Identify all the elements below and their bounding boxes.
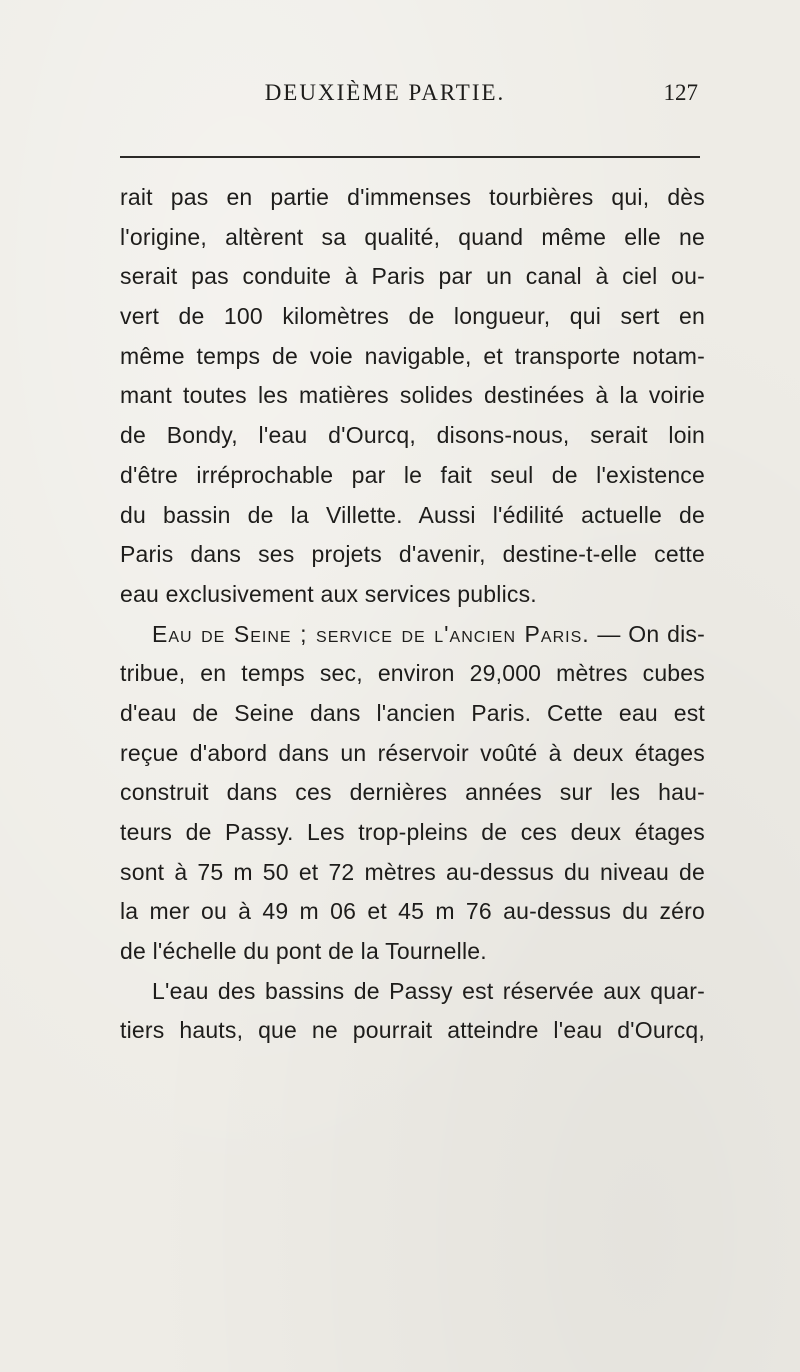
- body-text: [120, 178, 705, 1051]
- section-heading-line: [120, 615, 705, 655]
- text-line: Paris dans ses projets d'avenir, destine-t-elle cette: [120, 541, 705, 568]
- text-line: vert de 100 kilomètres de longueur, qui sert en: [120, 303, 705, 330]
- text-line: eau exclusivement aux services publics.: [120, 580, 537, 607]
- text-line: de l'échelle du pont de la Tournelle.: [120, 938, 487, 965]
- text-line: rait pas en partie d'immenses tourbières qui, dès: [120, 184, 705, 210]
- section-heading: Eau de Seine ; service de l'ancien Paris.: [152, 620, 590, 647]
- text-line: sont à 75 m 50 et 72 mètres au-dessus du niveau de: [120, 858, 705, 885]
- text-line: l'origine, altèrent sa qualité, quand même elle ne: [120, 223, 705, 250]
- text-line: tiers hauts, que ne pourrait atteindre l'eau d'Ourcq,: [120, 1017, 705, 1044]
- text-line: serait pas conduite à Paris par un canal à ciel ou-: [120, 263, 705, 290]
- section-heading-continuation: — On dis-: [589, 620, 705, 647]
- text-line: même temps de voie navigable, et transporte notam-: [120, 342, 705, 369]
- running-head: [0, 80, 800, 120]
- text-line: la mer ou à 49 m 06 et 45 m 76 au-dessus du zéro: [120, 898, 705, 925]
- text-line: d'eau de Seine dans l'ancien Paris. Cette eau est: [120, 699, 705, 726]
- page-number: 127: [663, 80, 698, 105]
- text-line: mant toutes les matières solides destinées à la voirie: [120, 382, 705, 409]
- header-rule: [120, 156, 700, 158]
- text-line: construit dans ces dernières années sur les hau-: [120, 779, 705, 806]
- text-line: L'eau des bassins de Passy est réservée aux quar-: [152, 977, 705, 1004]
- text-line: reçue d'abord dans un réservoir voûté à deux étages: [120, 739, 705, 766]
- text-line: du bassin de la Villette. Aussi l'édilité actuelle de: [120, 501, 705, 528]
- text-line: tribue, en temps sec, environ 29,000 mètres cubes: [120, 660, 705, 687]
- text-line: teurs de Passy. Les trop-pleins de ces deux étages: [120, 819, 705, 845]
- running-title: DEUXIÈME PARTIE.: [264, 80, 506, 105]
- text-line: d'être irréprochable par le fait seul de l'existence: [120, 461, 705, 488]
- text-line: de Bondy, l'eau d'Ourcq, disons-nous, serait loin: [120, 422, 705, 449]
